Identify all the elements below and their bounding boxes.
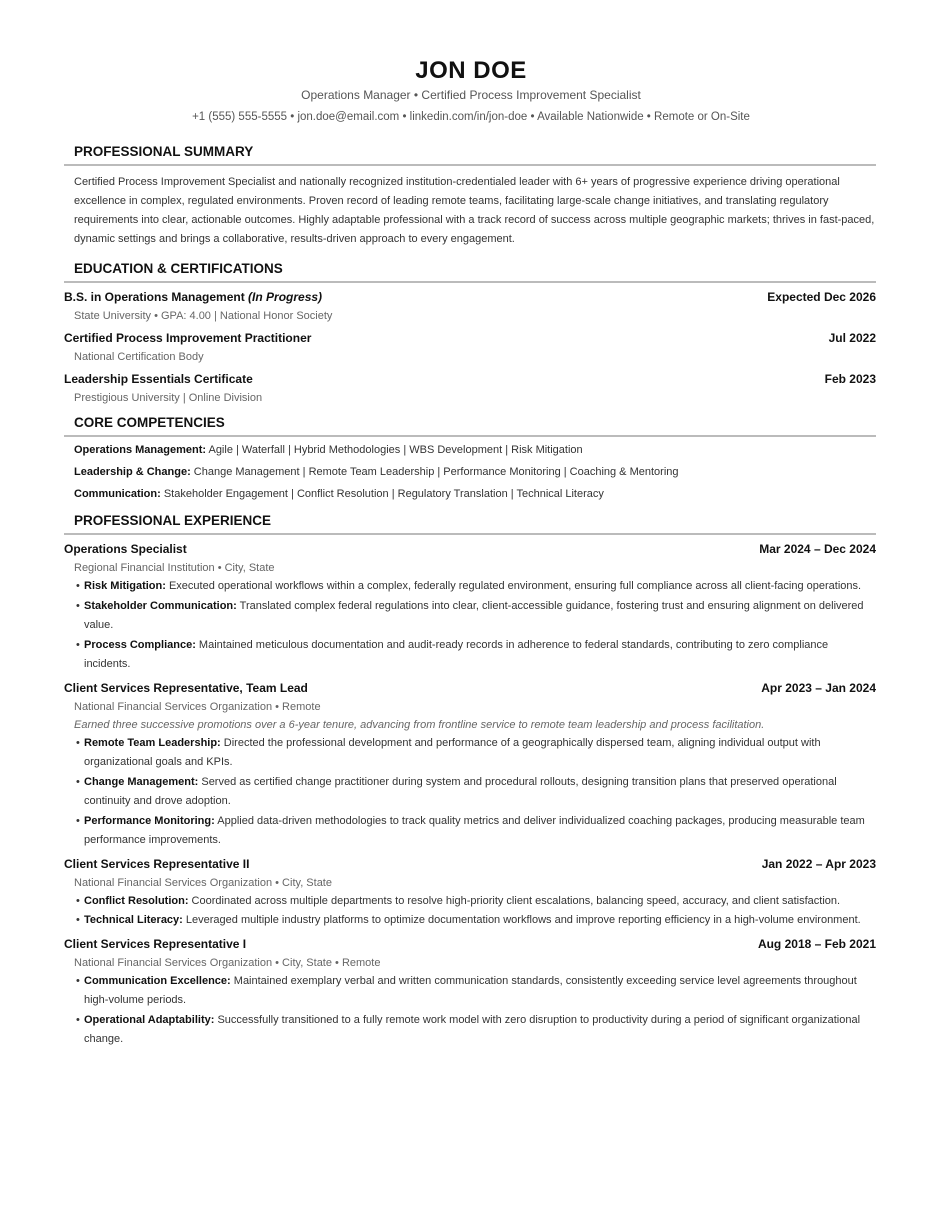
bullet-text: Applied data-driven methodologies to track quality metrics and deliver individualized coaching packages, producing measurable team performance improvements. — [84, 814, 865, 846]
bullet-label: Risk Mitigation: — [84, 580, 166, 592]
education-list — [64, 288, 876, 407]
competencies-list — [64, 439, 876, 505]
job-header-row — [64, 679, 876, 698]
section-title-education: EDUCATION & CERTIFICATIONS — [64, 259, 876, 283]
competency-text: Stakeholder Engagement | Conflict Resolution | Regulatory Translation | Technical Literacy — [160, 488, 604, 500]
competency-line — [64, 483, 876, 505]
bullet-label: Change Management: — [84, 775, 199, 788]
bullet-label: Process Compliance: — [84, 638, 196, 651]
job-bullet — [76, 911, 876, 931]
bullet-text: Directed the professional development and performance of a geographically dispersed team, aligning individual output with organizational goals and KPIs. — [84, 736, 821, 768]
job-dates: Apr 2023 – Jan 2024 — [761, 680, 876, 695]
education-date: Expected Dec 2026 — [767, 290, 876, 304]
competency-label: Operations Management: — [74, 444, 207, 456]
bullet-label: Operational Adaptability: — [84, 1013, 215, 1026]
bullet-label: Communication Excellence: — [84, 974, 231, 987]
job-employer: National Financial Services Organization • City, State — [74, 876, 332, 889]
experience-list — [64, 540, 876, 1050]
education-detail: Prestigious University | Online Division — [74, 392, 263, 404]
education-entry-row — [64, 370, 876, 389]
education-date: Feb 2023 — [824, 372, 876, 386]
job-bullet — [76, 597, 876, 636]
section-title-experience: PROFESSIONAL EXPERIENCE — [64, 511, 876, 535]
job-bullet — [76, 577, 876, 597]
education-entry — [64, 370, 876, 407]
contact-line: +1 (555) 555-5555 • jon.doe@email.com • linkedin.com/in/jon-doe • Available Nationwide • Remote or On-Site — [192, 111, 750, 123]
job-title: Client Services Representative II — [64, 856, 250, 871]
job-bullets — [64, 892, 876, 931]
bullet-text: Maintained meticulous documentation and audit-ready records in adherence to federal standards, contributing to zero compliance incidents. — [84, 638, 829, 670]
bullet-text: Maintained exemplary verbal and written communication standards, consistently exceeding service level agreements throughout high-volume periods. — [84, 974, 857, 1006]
education-detail: National Certification Body — [74, 351, 204, 363]
bullet-text: Executed operational workflows within a complex, federally regulated environment, ensuring full compliance across all client-facing operations. — [165, 580, 862, 592]
job-entry — [64, 540, 876, 675]
job-dates: Jan 2022 – Apr 2023 — [761, 856, 876, 871]
competency-line — [64, 461, 876, 483]
job-entry — [64, 679, 876, 851]
job-bullet — [76, 812, 876, 851]
job-header-row — [64, 855, 876, 874]
education-entry — [64, 288, 876, 325]
bullet-label: Conflict Resolution: — [84, 894, 189, 907]
competency-text: Change Management | Remote Team Leadership | Performance Monitoring | Coaching & Mentoring — [190, 466, 679, 478]
education-title — [64, 370, 253, 389]
bullet-text: Leveraged multiple industry platforms to optimize documentation workflows and improve reporting efficiency in a high-volume environment. — [182, 914, 861, 926]
job-bullet — [76, 636, 876, 675]
competency-line — [64, 439, 876, 461]
education-entry — [64, 329, 876, 366]
competency-text: Agile | Waterfall | Hybrid Methodologies | WBS Development | Risk Mitigation — [206, 444, 583, 456]
bullet-label: Technical Literacy: — [84, 914, 183, 926]
candidate-subtitle: Operations Manager • Certified Process Improvement Specialist — [301, 88, 641, 102]
job-title: Client Services Representative, Team Lead — [64, 680, 308, 695]
bullet-text: Coordinated across multiple departments to resolve high-priority client escalations, balancing speed, accuracy, and client satisfaction. — [188, 894, 841, 907]
section-title-summary: PROFESSIONAL SUMMARY — [64, 142, 876, 166]
job-note: Earned three successive promotions over a 6-year tenure, advancing from frontline service to remote team leadership and process facilitation. — [74, 718, 765, 731]
competency-label: Communication: — [74, 488, 161, 500]
section-title-competencies: CORE COMPETENCIES — [64, 413, 876, 437]
job-header-row — [64, 935, 876, 954]
education-entry-row — [64, 329, 876, 348]
job-dates: Mar 2024 – Dec 2024 — [759, 542, 876, 556]
bullet-label: Stakeholder Communication: — [84, 599, 237, 612]
job-entry — [64, 935, 876, 1050]
job-dates: Aug 2018 – Feb 2021 — [757, 936, 876, 951]
job-title: Client Services Representative I — [64, 936, 247, 951]
education-title-text: B.S. in Operations Management — [64, 290, 249, 304]
education-title — [64, 288, 322, 307]
bullet-label: Performance Monitoring: — [84, 814, 215, 827]
job-employer: Regional Financial Institution • City, State — [74, 562, 275, 574]
bullet-label: Remote Team Leadership: — [84, 736, 221, 749]
job-entry — [64, 855, 876, 931]
job-bullet — [76, 972, 876, 1011]
education-entry-row — [64, 288, 876, 307]
candidate-name: JON DOE — [415, 57, 527, 84]
job-bullet — [76, 1011, 876, 1050]
resume-header — [0, 56, 942, 126]
bullet-text: Served as certified change practitioner during system and procedural rollouts, designing transition plans that preserved operational continuity and drove adoption. — [84, 775, 837, 807]
job-bullets — [64, 972, 876, 1050]
job-bullet — [76, 773, 876, 812]
job-employer: National Financial Services Organization • City, State • Remote — [74, 956, 381, 969]
competency-label: Leadership & Change: — [74, 466, 191, 478]
bullet-text: Successfully transitioned to a fully remote work model with zero disruption to productivity during a period of significant organizational change. — [84, 1013, 861, 1045]
summary-text: Certified Process Improvement Specialist and nationally recognized institution-credentialed leader with 6+ years of progressive experience driving operational excellence in complex, regulated environments. Proven record of leading remote teams, facilitating large-scale change initiatives, and translating regulatory requirements into clear, actionable outcomes. Highly adaptable professional with a track record of success across multiple geographic markets; thrives in fast-paced, dynamic settings and brings a collaborative, results-driven approach to every engagement. — [74, 176, 875, 245]
job-bullets — [64, 577, 876, 675]
bullet-text: Translated complex federal regulations into clear, client-accessible guidance, fostering trust and ensuring alignment on delivered value. — [84, 599, 864, 631]
education-title — [64, 329, 311, 348]
job-bullets — [64, 734, 876, 851]
job-bullet — [76, 892, 876, 912]
education-title-text: Certified Process Improvement Practitioner — [64, 331, 312, 345]
job-title: Operations Specialist — [64, 542, 187, 556]
resume-body — [64, 134, 876, 1050]
education-date: Jul 2022 — [828, 331, 876, 345]
job-bullet — [76, 734, 876, 773]
education-detail: State University • GPA: 4.00 | National Honor Society — [74, 310, 333, 322]
education-title-text: Leadership Essentials Certificate — [64, 372, 253, 386]
job-employer: National Financial Services Organization • Remote — [74, 700, 321, 713]
education-title-note: (In Progress) — [248, 290, 323, 304]
job-header-row — [64, 540, 876, 559]
